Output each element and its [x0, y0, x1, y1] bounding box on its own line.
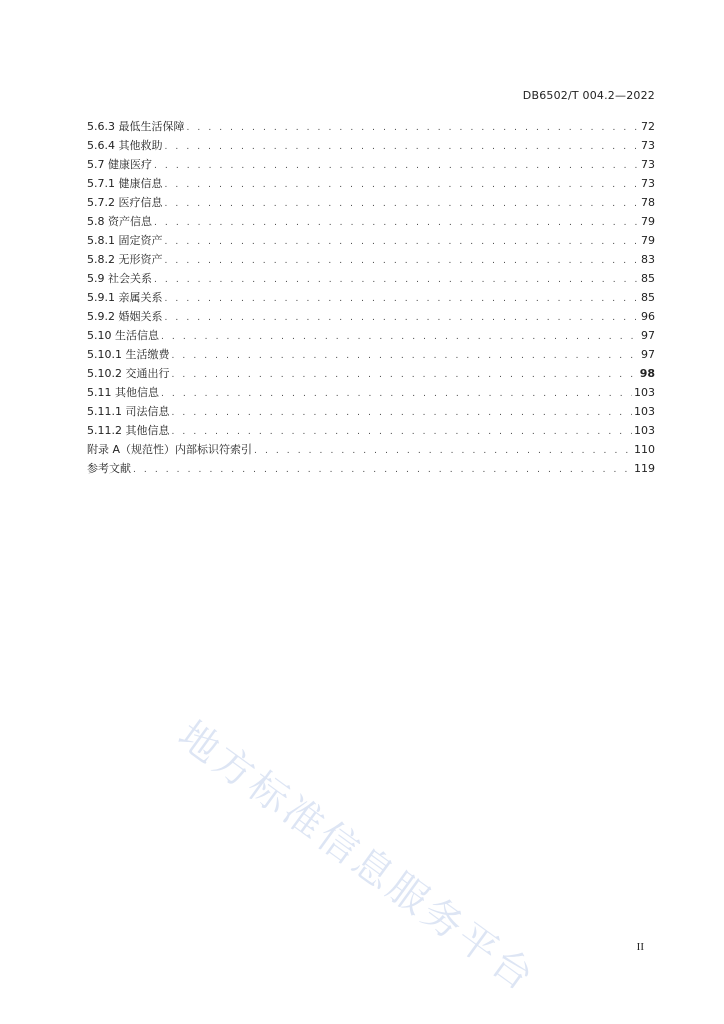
- toc-entry-page: 72: [641, 120, 655, 133]
- toc-entry-label: 5.8 资产信息: [87, 215, 152, 228]
- toc-entry-page: 79: [641, 234, 655, 247]
- toc-entry[interactable]: [87, 440, 655, 459]
- toc-dot-leader: [154, 271, 639, 290]
- toc-dot-leader: [171, 404, 632, 423]
- toc-entry[interactable]: [87, 345, 655, 364]
- toc-entry-page: 110: [634, 443, 655, 456]
- toc-dot-leader: [165, 309, 640, 328]
- toc-entry-label: 附录 A（规范性）内部标识符索引: [87, 443, 253, 456]
- toc-entry[interactable]: [87, 402, 655, 421]
- toc-entry-label: 5.8.1 固定资产: [87, 234, 163, 247]
- toc-entry[interactable]: [87, 212, 655, 231]
- toc-entry-page: 73: [641, 158, 655, 171]
- toc-entry-label: 5.10 生活信息: [87, 329, 159, 342]
- toc-dot-leader: [165, 233, 640, 252]
- toc-entry-label: 5.11.1 司法信息: [87, 405, 170, 418]
- toc-entry-page: 96: [641, 310, 655, 323]
- toc-dot-leader: [165, 252, 640, 271]
- toc-entry-page: 85: [641, 291, 655, 304]
- toc-dot-leader: [161, 328, 639, 347]
- toc-dot-leader: [187, 119, 640, 138]
- toc-entry-label: 5.7 健康医疗: [87, 158, 152, 171]
- toc-entry[interactable]: [87, 307, 655, 326]
- toc-entry-label: 5.9.1 亲属关系: [87, 291, 163, 304]
- toc-entry-page: 85: [641, 272, 655, 285]
- toc-entry[interactable]: [87, 288, 655, 307]
- toc-entry[interactable]: [87, 117, 655, 136]
- toc-entry-label: 5.7.2 医疗信息: [87, 196, 163, 209]
- toc-entry-page: 97: [641, 329, 655, 342]
- toc-entry-page: 98: [639, 367, 655, 380]
- toc-entry-label: 5.11 其他信息: [87, 386, 159, 399]
- toc-dot-leader: [165, 290, 640, 309]
- toc-entry[interactable]: [87, 326, 655, 345]
- table-of-contents: [87, 117, 655, 478]
- toc-entry-label: 5.10.1 生活缴费: [87, 348, 170, 361]
- toc-entry[interactable]: [87, 155, 655, 174]
- page-number: II: [636, 941, 644, 953]
- toc-entry-label: 5.11.2 其他信息: [87, 424, 170, 437]
- toc-entry-page: 78: [641, 196, 655, 209]
- toc-entry-page: 79: [641, 215, 655, 228]
- toc-entry-page: 119: [634, 462, 655, 475]
- toc-entry-label: 5.9 社会关系: [87, 272, 152, 285]
- toc-dot-leader: [161, 385, 632, 404]
- document-code: DB6502/T 004.2—2022: [522, 89, 655, 102]
- toc-entry[interactable]: [87, 250, 655, 269]
- toc-entry[interactable]: [87, 459, 655, 478]
- toc-dot-leader: [165, 195, 640, 214]
- toc-entry[interactable]: [87, 174, 655, 193]
- toc-entry[interactable]: [87, 421, 655, 440]
- toc-entry[interactable]: [87, 364, 655, 383]
- toc-dot-leader: [254, 442, 632, 461]
- toc-entry-page: 73: [641, 177, 655, 190]
- watermark: 地方标准信息服务平台: [169, 712, 545, 1002]
- toc-entry-page: 103: [634, 424, 655, 437]
- toc-entry-label: 5.9.2 婚姻关系: [87, 310, 163, 323]
- toc-entry[interactable]: [87, 136, 655, 155]
- toc-entry[interactable]: [87, 269, 655, 288]
- toc-dot-leader: [154, 157, 639, 176]
- toc-entry-page: 97: [641, 348, 655, 361]
- toc-dot-leader: [133, 461, 632, 480]
- toc-entry-page: 73: [641, 139, 655, 152]
- toc-dot-leader: [171, 366, 637, 385]
- toc-entry-page: 83: [641, 253, 655, 266]
- toc-entry[interactable]: [87, 383, 655, 402]
- toc-entry-label: 5.6.4 其他救助: [87, 139, 163, 152]
- toc-entry-page: 103: [634, 386, 655, 399]
- toc-entry[interactable]: [87, 193, 655, 212]
- toc-entry-label: 参考文献: [87, 462, 131, 475]
- toc-dot-leader: [154, 214, 639, 233]
- toc-entry-page: 103: [634, 405, 655, 418]
- toc-dot-leader: [171, 347, 639, 366]
- toc-entry[interactable]: [87, 231, 655, 250]
- toc-entry-label: 5.8.2 无形资产: [87, 253, 163, 266]
- toc-dot-leader: [165, 138, 640, 157]
- toc-entry-label: 5.10.2 交通出行: [87, 367, 170, 380]
- toc-entry-label: 5.6.3 最低生活保障: [87, 120, 185, 133]
- toc-dot-leader: [165, 176, 640, 195]
- toc-entry-label: 5.7.1 健康信息: [87, 177, 163, 190]
